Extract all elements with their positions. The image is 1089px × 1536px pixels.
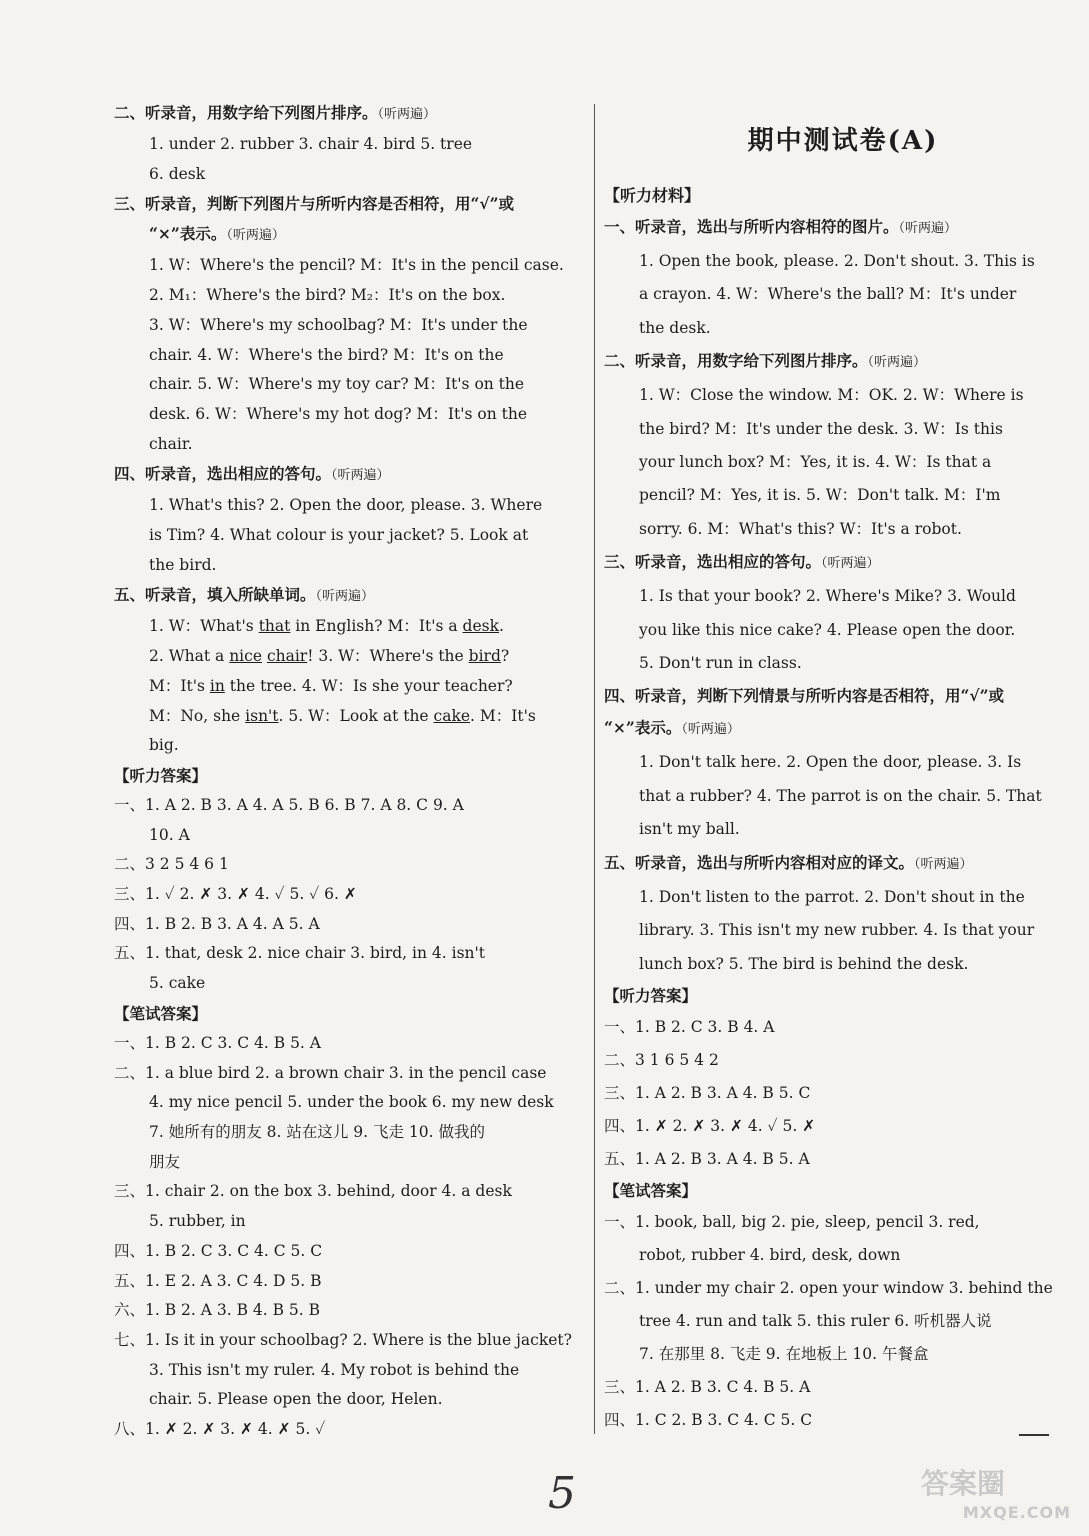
filled-word: desk (462, 617, 499, 636)
answer-row: 5. rubber, in (149, 1212, 246, 1231)
answer-row: 四、1. C 2. B 3. C 4. C 5. C (604, 1410, 813, 1429)
text-line: 2. M₁：Where's the bird? M₂：It's on the box. (149, 286, 506, 305)
text-line: big. (149, 736, 179, 755)
r-section-5 (604, 847, 1082, 981)
filled-word: cake (433, 706, 471, 725)
answer-row: 7. 在那里 8. 飞走 9. 在地板上 10. 午餐盒 (639, 1344, 929, 1363)
answer-row: 四、1. B 2. C 3. C 4. C 5. C (114, 1241, 323, 1260)
text-line: pencil? M：Yes, it is. 5. W：Don't talk. M：I'm (639, 486, 1001, 505)
text-line: 1. Don't talk here. 2. Open the door, please. 3. Is (639, 753, 1022, 772)
answer-line: 1. under 2. rubber 3. chair 4. bird 5. tree (149, 135, 473, 153)
answer-row: 三、1. ✓ 2. ✗ 3. ✗ 4. ✓ 5. ✓ 6. ✗ (114, 885, 357, 904)
answer-row: chair. 5. Please open the door, Helen. (149, 1390, 443, 1409)
heading-text: 三、听录音，选出相应的答句。 (604, 552, 822, 572)
text: . 5. W：Look at the (278, 706, 434, 725)
heading-text: 五、听录音，选出与所听内容相对应的译文。 (604, 852, 915, 872)
answers-title: 【笔试答案】 (114, 1003, 208, 1023)
heading-note: （听两遍） (315, 589, 375, 605)
text: . (498, 617, 504, 636)
text-line (114, 702, 588, 732)
section-4-answers (114, 459, 588, 580)
text: ? (500, 647, 510, 666)
heading-note: （听两遍） (898, 221, 958, 236)
text-line: 1. What's this? 2. Open the door, please. 3. Where (149, 496, 543, 515)
heading-text: 一、听录音，选出与所听内容相符的图片。 (604, 217, 899, 236)
heading-text: 三、听录音，判断下列图片与所听内容是否相符，用“√”或 (114, 194, 515, 214)
text: ! 3. W：Where's the (307, 647, 469, 666)
answer-row: 10. A (149, 825, 190, 844)
answer-row: 三、1. A 2. B 3. A 4. B 5. C (604, 1083, 811, 1102)
filled-word: bird (468, 647, 501, 666)
r-section-3 (604, 546, 1082, 680)
heading-note: （听两遍） (867, 355, 927, 371)
written-answers (114, 999, 588, 1445)
text-line (114, 642, 588, 672)
answers-title: 【笔试答案】 (604, 1180, 698, 1200)
right-column (604, 98, 1082, 1437)
answer-row: 一、1. B 2. C 3. C 4. B 5. A (114, 1033, 321, 1052)
left-column (114, 98, 588, 1445)
section-2-sort (114, 98, 588, 189)
text-line: chair. 4. W：Where's the bird? M：It's on the (149, 345, 504, 364)
text-line: 3. W：Where's my schoolbag? M：It's under the (149, 315, 528, 334)
text: . M：It's (470, 706, 536, 725)
heading-note: （听两遍） (331, 468, 390, 484)
corner-mark (1019, 1434, 1049, 1436)
text-line (114, 612, 588, 642)
section-heading (114, 189, 588, 219)
listening-answers (114, 761, 588, 999)
text: 2. What a (149, 647, 230, 666)
text-line (114, 672, 588, 702)
r-written-answers (604, 1176, 1082, 1437)
column-divider (594, 104, 595, 1434)
answer-row: 一、1. A 2. B 3. A 4. A 5. B 6. B 7. A 8. C 9. A (114, 795, 464, 814)
answer-line: 6. desk (149, 164, 206, 183)
text-line: desk. 6. W：Where's my hot dog? M：It's on the (149, 404, 528, 423)
text-line: the bird. (149, 555, 217, 574)
text-line: the desk. (639, 318, 711, 337)
filled-word: nice (229, 647, 262, 666)
text-line: chair. (149, 434, 193, 453)
answer-row: 4. my nice pencil 5. under the book 6. my new desk (149, 1093, 554, 1112)
section-heading (114, 580, 588, 612)
section-heading (114, 459, 588, 491)
answers-title: 【听力答案】 (114, 765, 208, 785)
heading-text: 二、听录音，用数字给下列图片排序。 (604, 351, 868, 371)
filled-word: in (209, 676, 225, 695)
text-line: 1. Open the book, please. 2. Don't shout. 3. This is (639, 252, 1035, 270)
section-heading (604, 680, 1082, 712)
text-line: you like this nice cake? 4. Please open the door. (639, 620, 1016, 639)
r-section-4 (604, 680, 1082, 846)
text-line: isn't my ball. (639, 820, 740, 839)
r-section-2 (604, 345, 1082, 546)
text: the tree. 4. W：Is she your teacher? (224, 676, 513, 695)
material-title: 【听力材料】 (604, 186, 701, 205)
heading-note: （听两遍） (821, 556, 880, 572)
answer-row: 二、1. under my chair 2. open your window 3. behind the (604, 1278, 1053, 1297)
text-line: a crayon. 4. W：Where's the ball? M：It's under (639, 285, 1017, 304)
r-listening-answers (604, 981, 1082, 1176)
section-heading (114, 98, 588, 130)
answer-row: 二、3 2 5 4 6 1 (114, 855, 229, 874)
answer-row: 四、1. B 2. B 3. A 4. A 5. A (114, 914, 320, 933)
answer-row: 五、1. that, desk 2. nice chair 3. bird, in 4. isn't (114, 944, 486, 963)
section-heading (604, 211, 1082, 245)
filled-word: chair (266, 647, 308, 666)
filled-word: that (258, 617, 291, 636)
answer-row: robot, rubber 4. bird, desk, down (639, 1245, 901, 1264)
answer-row: 一、1. B 2. C 3. B 4. A (604, 1017, 775, 1036)
text-line: the bird? M：It's under the desk. 3. W：Is this (639, 419, 1003, 438)
answer-row: 七、1. Is it in your schoolbag? 2. Where is the blue jacket? (114, 1330, 572, 1349)
text-line: 1. Is that your book? 2. Where's Mike? 3. Would (639, 587, 1016, 606)
answer-row: 三、1. chair 2. on the box 3. behind, door 4. a desk (114, 1182, 512, 1201)
answer-row: 五、1. A 2. B 3. A 4. B 5. A (604, 1149, 810, 1168)
filled-word: isn't (245, 706, 279, 725)
heading-note: （听两遍） (914, 856, 973, 872)
text-line: 1. Don't listen to the parrot. 2. Don't shout in the (639, 887, 1025, 906)
answer-row: 二、1. a blue bird 2. a brown chair 3. in the pencil case (114, 1063, 547, 1082)
answer-row: 三、1. A 2. B 3. C 4. B 5. A (604, 1377, 811, 1396)
heading-text: 二、听录音，用数字给下列图片排序。 (114, 103, 378, 122)
heading-text: 四、听录音，选出相应的答句。 (114, 464, 332, 484)
answer-row: 朋友 (149, 1152, 181, 1171)
text: M：It's (149, 676, 210, 695)
heading-text: “×”表示。 (604, 718, 682, 738)
text-line: your lunch box? M：Yes, it is. 4. W：Is that a (639, 453, 992, 472)
answer-row: 7. 她所有的朋友 8. 站在这儿 9. 飞走 10. 做我的 (149, 1122, 486, 1141)
answer-row: 3. This isn't my ruler. 4. My robot is behind the (149, 1360, 520, 1379)
text: M：No, she (149, 706, 246, 725)
text-line: 1. W：Where's the pencil? M：It's in the pencil case. (149, 256, 564, 275)
text: in English? M：It's a (290, 617, 463, 636)
answer-row: 五、1. E 2. A 3. C 4. D 5. B (114, 1271, 322, 1290)
text-line: that a rubber? 4. The parrot is on the chair. 5. That (639, 786, 1042, 805)
text-line: 5. Don't run in class. (639, 654, 802, 673)
text-line: sorry. 6. M：What's this? W：It's a robot. (639, 519, 962, 538)
answer-row: 一、1. book, ball, big 2. pie, sleep, pencil 3. red, (604, 1212, 980, 1231)
heading-text: “×”表示。 (149, 224, 227, 244)
heading-note: （听两遍） (377, 107, 437, 122)
heading-note: （听两遍） (226, 228, 285, 244)
text-line: chair. 5. W：Where's my toy car? M：It's on the (149, 375, 525, 394)
r-section-1 (604, 211, 1082, 345)
answer-row: 5. cake (149, 974, 206, 993)
section-heading-cont (604, 712, 1082, 746)
answer-row: 四、1. ✗ 2. ✗ 3. ✗ 4. ✓ 5. ✗ (604, 1116, 816, 1135)
heading-text: 四、听录音，判断下列情景与所听内容是否相符，用“√”或 (604, 686, 1005, 706)
answer-row: 六、1. B 2. A 3. B 4. B 5. B (114, 1301, 321, 1320)
answer-row: 二、3 1 6 5 4 2 (604, 1050, 719, 1069)
section-heading (604, 847, 1082, 881)
section-3-judge (114, 189, 588, 459)
text-line: is Tim? 4. What colour is your jacket? 5. Look at (149, 526, 529, 545)
heading-note: （听两遍） (681, 722, 740, 738)
answer-row: 八、1. ✗ 2. ✗ 3. ✗ 4. ✗ 5. ✓ (114, 1420, 326, 1439)
answers-title: 【听力答案】 (604, 985, 698, 1005)
text: 1. W：What's (149, 617, 259, 636)
section-heading (604, 345, 1082, 379)
page-number: 5 (548, 1468, 576, 1519)
text-line: lunch box? 5. The bird is behind the desk. (639, 954, 969, 973)
exam-title: 期中测试卷(A) (747, 126, 939, 156)
watermark-url: MXQE.COM (962, 1503, 1071, 1522)
heading-text: 五、听录音，填入所缺单词。 (114, 585, 316, 605)
section-heading-cont (114, 219, 588, 251)
watermark-logo (921, 1462, 1071, 1522)
watermark-text: 答案圈 (921, 1467, 1006, 1500)
section-heading (604, 546, 1082, 580)
text-line: library. 3. This isn't my new rubber. 4. Is that your (639, 921, 1035, 940)
section-5-fill (114, 580, 588, 761)
text-line: 1. W：Close the window. M：OK. 2. W：Where is (639, 386, 1024, 405)
answer-row: tree 4. run and talk 5. this ruler 6. 听机器人说 (639, 1311, 992, 1330)
